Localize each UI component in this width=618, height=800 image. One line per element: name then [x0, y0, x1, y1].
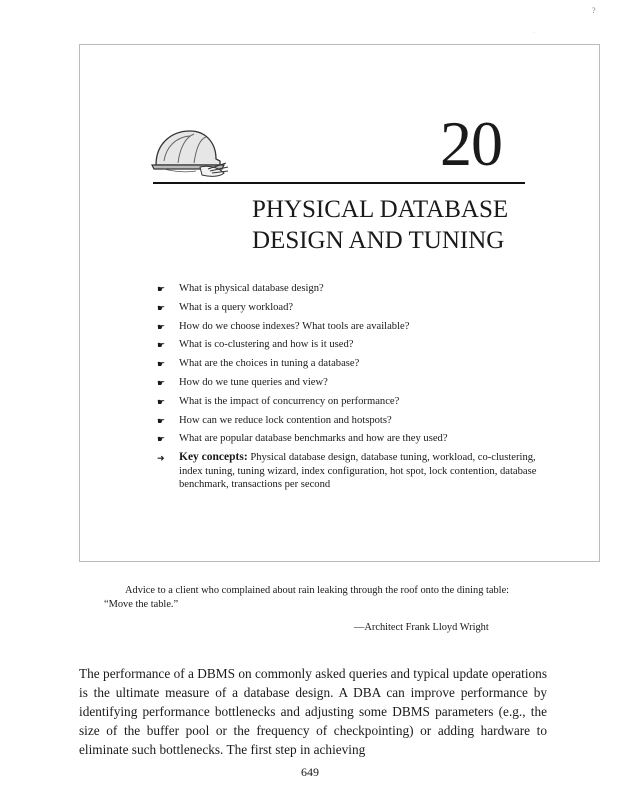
pointing-hand-icon: ☛	[157, 396, 166, 407]
epigraph-attribution: —Architect Frank Lloyd Wright	[354, 622, 489, 633]
key-concepts	[157, 451, 537, 492]
chapter-title	[252, 194, 552, 256]
pointing-hand-icon: ☛	[157, 321, 166, 332]
objective-text: How do we choose indexes? What tools are available?	[179, 320, 410, 332]
pointing-hand-icon: ☛	[157, 340, 166, 351]
epigraph	[104, 584, 524, 612]
objective-text: What are popular database benchmarks and how are they used?	[179, 433, 448, 445]
objective-text: What is co-clustering and how is it used?	[179, 339, 354, 351]
pointing-hand-icon: ☛	[157, 359, 166, 370]
objective-text: What is physical database design?	[179, 283, 324, 294]
epigraph-quote: Advice to a client who complained about rain leaking through the roof onto the dining table: “Move the table.”	[104, 585, 510, 610]
arrow-bullet-icon: ➜	[157, 453, 165, 463]
chapter-title-line-2: DESIGN AND TUNING	[252, 227, 505, 254]
learning-objectives	[157, 280, 537, 449]
body-paragraph: The performance of a DBMS on commonly asked queries and typical update operations is the ultimate measure of a database design. A DBA can improve performance by identifying performance bottlenecks and adjusting some DBMS parameters (e.g., the size of the buffer pool or the frequency of checkpointing) or adding hardware to eliminate such bottlenecks. The first step in achieving	[79, 666, 547, 757]
objective-text: How do we tune queries and view?	[179, 376, 328, 388]
pointing-hand-icon: ☛	[157, 377, 166, 388]
pointing-hand-icon: ☛	[157, 284, 166, 294]
key-concepts-text: Physical database design, database tuning, workload, co-clustering, index tuning, tuning wizard, index configuration, hot spot, lock contention, database benchmark, transactions per second	[179, 452, 537, 490]
objective-item	[157, 336, 537, 355]
objective-item	[157, 430, 537, 449]
objective-item	[157, 318, 537, 337]
objective-item	[157, 374, 537, 393]
pointing-hand-icon: ☛	[157, 302, 166, 313]
objective-text: How can we reduce lock contention and hotspots?	[179, 414, 392, 426]
objective-item	[157, 280, 537, 299]
objective-text: What is the impact of concurrency on performance?	[179, 395, 400, 407]
objective-text: What is a query workload?	[179, 301, 294, 313]
chapter-number: 20	[440, 108, 502, 179]
corner-mark: ?	[592, 6, 596, 15]
objective-item	[157, 412, 537, 431]
key-concepts-label: Key concepts:	[179, 451, 248, 463]
objective-item	[157, 393, 537, 412]
objective-item	[157, 299, 537, 318]
pointing-hand-icon: ☛	[157, 415, 166, 426]
objective-text: What are the choices in tuning a database?	[179, 358, 360, 370]
chapter-rule	[153, 182, 525, 184]
page-number: 649	[301, 765, 319, 779]
objective-item	[157, 355, 537, 374]
tiny-mark: ·	[533, 30, 535, 36]
chapter-title-line-1: PHYSICAL DATABASE	[252, 196, 509, 223]
hardhat-gloves-illustration	[150, 125, 232, 179]
pointing-hand-icon: ☛	[157, 434, 166, 445]
